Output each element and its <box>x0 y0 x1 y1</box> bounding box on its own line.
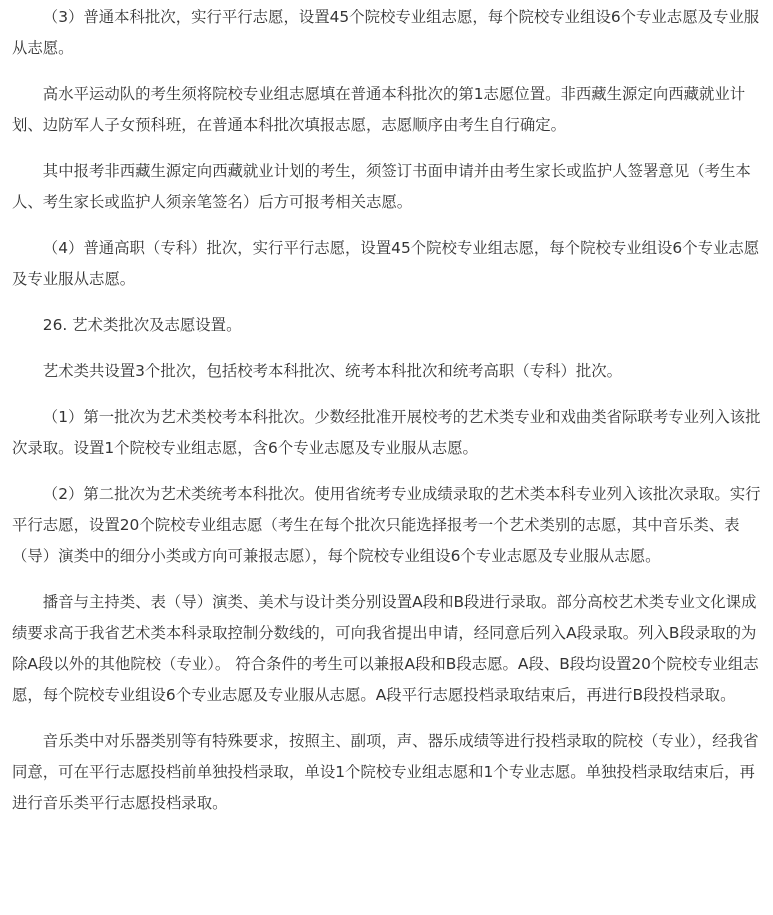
paragraph-ab-segments: 播音与主持类、表（导）演类、美术与设计类分别设置A段和B段进行录取。部分高校艺术类专业文化课成绩要求高于我省艺术类本科录取控制分数线的，可向我省提出申请，经同意后列入A段录取。列入B段录取的为除A段以外的其他院校（专业）。 符合条件的考生可以兼报A段和B段志愿。A段、B段均设置20个院校专业组志愿，每个院校专业组设6个专业志愿及专业服从志愿。A段平行志愿投档录取结束后，再进行B段投档录取。 <box>12 593 759 704</box>
paragraph-vocational-batch: （4）普通高职（专科）批次，实行平行志愿，设置45个院校专业组志愿，每个院校专业组设6个专业志愿及专业服从志愿。 <box>12 239 760 288</box>
paragraph-high-level-sports-team: 高水平运动队的考生须将院校专业组志愿填在普通本科批次的第1志愿位置。非西藏生源定向西藏就业计划、边防军人子女预科班，在普通本科批次填报志愿，志愿顺序由考生自行确定。 <box>12 85 746 134</box>
paragraph-regular-undergrad-batch: （3）普通本科批次，实行平行志愿，设置45个院校专业组志愿，每个院校专业组设6个专业志愿及专业服从志愿。 <box>12 8 760 57</box>
paragraph-tibet-directed-plan: 其中报考非西藏生源定向西藏就业计划的考生，须签订书面申请并由考生家长或监护人签署意见（考生本人、考生家长或监护人须亲笔签名）后方可报考相关志愿。 <box>12 162 751 211</box>
paragraph-art-batches-overview: 艺术类共设置3个批次，包括校考本科批次、统考本科批次和统考高职（专科）批次。 <box>42 362 623 380</box>
paragraph-art-first-batch: （1）第一批次为艺术类校考本科批次。少数经批准开展校考的艺术类专业和戏曲类省际联考专业列入该批次录取。设置1个院校专业组志愿，含6个专业志愿及专业服从志愿。 <box>12 408 761 457</box>
paragraph-music-special: 音乐类中对乐器类别等有特殊要求，按照主、副项，声、器乐成绩等进行投档录取的院校（专业），经我省同意，可在平行志愿投档前单独投档录取，单设1个院校专业组志愿和1个专业志愿。单独投档录取结束后，再进行音乐类平行志愿投档录取。 <box>12 732 759 812</box>
section-heading-art-batches: 26. 艺术类批次及志愿设置。 <box>42 316 242 334</box>
paragraph-art-second-batch: （2）第二批次为艺术类统考本科批次。使用省统考专业成绩录取的艺术类本科专业列入该批次录取。实行平行志愿，设置20个院校专业组志愿（考生在每个批次只能选择报考一个艺术类别的志愿，其中音乐类、表（导）演类中的细分小类或方向可兼报志愿），每个院校专业组设6个专业志愿及专业服从志愿。 <box>12 485 761 565</box>
